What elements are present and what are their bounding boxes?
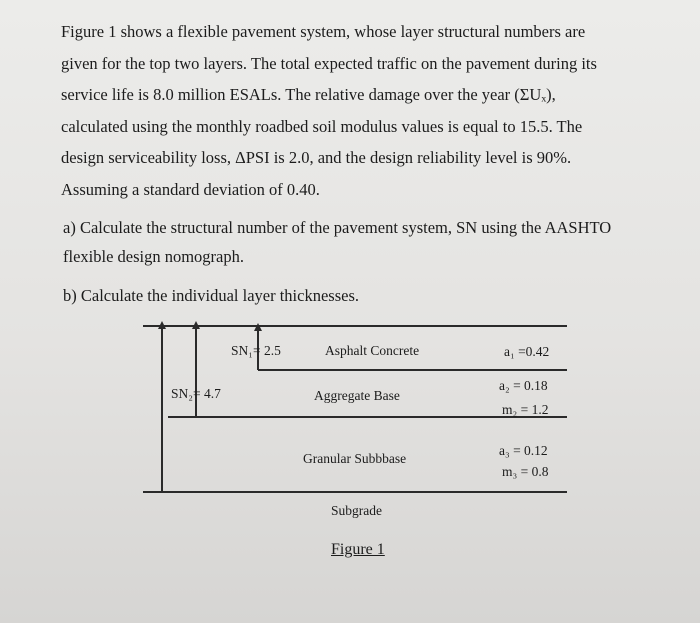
layer-name-base: Aggregate Base — [314, 388, 400, 403]
layer-coefficient-a1: a₁ =0.42 — [504, 344, 550, 359]
sn2-depth-line — [195, 325, 197, 417]
layer-name-subgrade: Subgrade — [331, 503, 382, 518]
problem-line: Assuming a standard deviation of 0.40. — [61, 179, 320, 199]
top-surface-line — [143, 325, 567, 327]
subbase-subgrade-boundary — [143, 491, 567, 493]
problem-line: given for the top two layers. The total expected traffic on the pavement during its — [61, 53, 597, 73]
sn1-arrow-icon — [254, 323, 262, 331]
layer-coefficient-a2: a₂ = 0.18 — [499, 378, 548, 393]
drainage-coefficient-m3: m₃ = 0.8 — [502, 464, 549, 479]
sn1-label: SN₁= 2.5 — [231, 343, 281, 358]
figure-caption: Figure 1 — [331, 541, 385, 558]
sn2-label: SN₂= 4.7 — [171, 386, 221, 401]
total-depth-arrow-icon — [158, 321, 166, 329]
asphalt-base-boundary — [258, 369, 567, 371]
sn2-arrow-icon — [192, 321, 200, 329]
problem-line: design serviceability loss, ΔPSI is 2.0, and the design reliability level is 90%. — [61, 148, 572, 167]
layer-name-subbase: Granular Subbbase — [303, 451, 407, 466]
layer-name-asphalt: Asphalt Concrete — [325, 343, 420, 358]
layer-coefficient-a3: a₃ = 0.12 — [499, 443, 548, 458]
problem-line: calculated using the monthly roadbed soil modulus values is equal to 15.5. The — [61, 116, 583, 136]
total-depth-line — [161, 325, 163, 492]
question-b: b) Calculate the individual layer thicknesses. — [63, 286, 359, 305]
question-a-line: flexible design nomograph. — [63, 247, 245, 266]
drainage-coefficient-m2: m₂ = 1.2 — [502, 402, 549, 417]
problem-line: Figure 1 shows a flexible pavement system, whose layer structural numbers are — [61, 22, 586, 41]
problem-line: service life is 8.0 million ESALs. The relative damage over the year (ΣUₓ), — [61, 85, 556, 104]
question-a-line: a) Calculate the structural number of the pavement system, SN using the AASHTO — [63, 218, 612, 237]
